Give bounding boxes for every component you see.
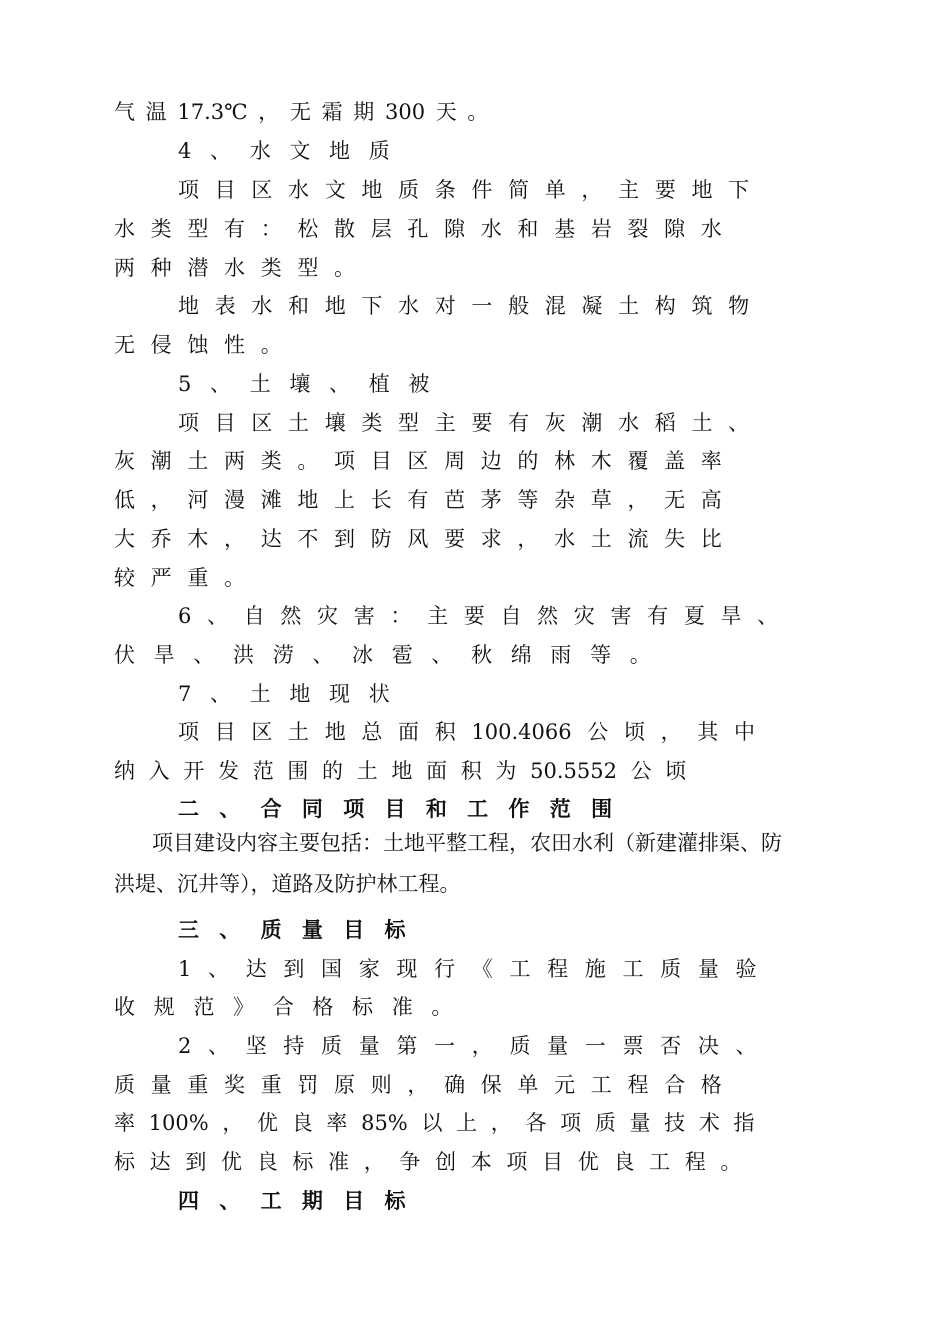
text-line: 气 温 17.3℃ ， 无 霜 期 300 天 。: [114, 100, 489, 124]
text-line: 洪堤、沉井等），道路及防护林工程。: [114, 872, 461, 896]
text-line: 低 ， 河 漫 滩 地 上 长 有 芭 茅 等 杂 草 ， 无 高: [114, 488, 722, 512]
subheading-hydrogeology: 4 、 水 文 地 质: [178, 139, 390, 163]
text-line: 收 规 范 》 合 格 标 准 。: [114, 995, 453, 1019]
text-line: 水 类 型 有 ： 松 散 层 孔 隙 水 和 基 岩 裂 隙 水: [114, 217, 722, 241]
text-line: 地 表 水 和 地 下 水 对 一 般 混 凝 土 构 筑 物: [178, 294, 750, 318]
text-line: 项目建设内容主要包括：土地平整工程，农田水利（新建灌排渠、防: [152, 831, 782, 855]
section-heading-quality-target: 三 、 质 量 目 标: [178, 917, 406, 942]
text-line: 1 、 达 到 国 家 现 行 《 工 程 施 工 质 量 验: [178, 957, 757, 981]
section-heading-schedule-target: 四 、 工 期 目 标: [178, 1188, 406, 1213]
text-line: 质 量 重 奖 重 罚 原 则 ， 确 保 单 元 工 程 合 格: [114, 1073, 722, 1097]
text-line: 大 乔 木 ， 达 不 到 防 风 要 求 ， 水 土 流 失 比: [114, 527, 722, 551]
text-line: 较 严 重 。: [114, 566, 246, 590]
text-line: 项 目 区 水 文 地 质 条 件 简 单 ， 主 要 地 下: [178, 178, 750, 202]
text-line: 无 侵 蚀 性 。: [114, 333, 282, 357]
text-line: 伏 旱 、 洪 涝 、 冰 雹 、 秋 绵 雨 等 。: [114, 643, 651, 667]
text-line: 纳 入 开 发 范 围 的 土 地 面 积 为 50.5552 公 顷: [114, 759, 687, 783]
text-line: 2 、 坚 持 质 量 第 一 ， 质 量 一 票 否 决 、: [178, 1034, 757, 1058]
subheading-land-status: 7 、 土 地 现 状: [178, 682, 390, 706]
text-line: 灰 潮 土 两 类 。 项 目 区 周 边 的 林 木 覆 盖 率: [114, 449, 722, 473]
text-line: 率 100% ， 优 良 率 85% 以 上 ， 各 项 质 量 技 术 指: [114, 1111, 755, 1135]
section-heading-contract-scope: 二 、 合 同 项 目 和 工 作 范 围: [178, 796, 613, 821]
text-line: 项 目 区 土 壤 类 型 主 要 有 灰 潮 水 稻 土 、: [178, 411, 750, 435]
text-line: 项 目 区 土 地 总 面 积 100.4066 公 顷 ， 其 中: [178, 720, 755, 744]
text-line: 两 种 潜 水 类 型 。: [114, 256, 356, 280]
text-line: 6 、 自 然 灾 害 ： 主 要 自 然 灾 害 有 夏 旱 、: [178, 604, 779, 628]
subheading-soil-vegetation: 5 、 土 壤 、 植 被: [178, 372, 430, 396]
text-line: 标 达 到 优 良 标 准 ， 争 创 本 项 目 优 良 工 程 。: [114, 1150, 742, 1174]
